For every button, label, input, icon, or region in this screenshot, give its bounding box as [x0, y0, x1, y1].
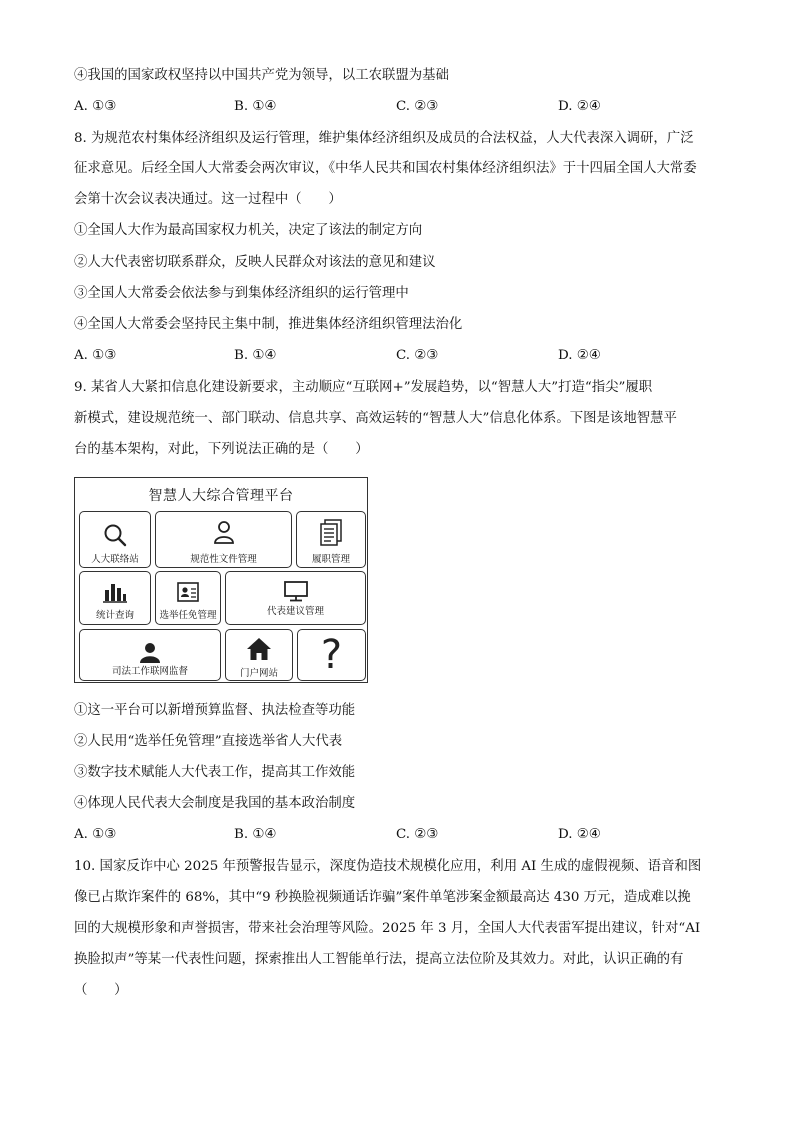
choice-c: C. ②③ — [396, 348, 439, 363]
question-9-option-4: ④体现人民代表大会制度是我国的基本政治制度 — [74, 796, 356, 811]
question-8-option-3: ③全国人大常委会依法参与到集体经济组织的运行管理中 — [74, 286, 409, 301]
tile-statistics — [79, 571, 151, 625]
choice-a: A. ①③ — [74, 348, 117, 363]
document-icon — [297, 519, 365, 547]
search-icon — [80, 522, 150, 548]
person-icon — [156, 519, 291, 545]
question-8-option-4: ④全国人大常委会坚持民主集中制，推进集体经济组织管理法治化 — [74, 317, 463, 332]
choice-row-7 — [74, 97, 724, 117]
bar-chart-icon — [80, 581, 150, 603]
choice-b: B. ①④ — [234, 827, 277, 842]
question-8-text-3: 会第十次会议表决通过。这一过程中（ ） — [74, 192, 342, 207]
choice-c: C. ②③ — [396, 827, 439, 842]
choice-b: B. ①④ — [234, 99, 277, 114]
platform-figure — [74, 477, 368, 683]
question-mark-icon: ? — [320, 632, 343, 678]
question-9-option-1: ①这一平台可以新增预算监督、执法检查等功能 — [74, 703, 356, 718]
question-9-text-2: 新模式，建设规范统一、部门联动、信息共享、高效运转的“智慧人大”信息化体系。下图是该地智慧平 — [74, 411, 677, 426]
choice-d: D. ②④ — [558, 348, 601, 363]
option-line-4: ④我国的国家政权坚持以中国共产党为领导，以工农联盟为基础 — [74, 68, 449, 83]
id-card-icon — [156, 581, 220, 603]
tile-label: 人大联络站 — [91, 554, 139, 565]
choice-c: C. ②③ — [396, 99, 439, 114]
choice-a: A. ①③ — [74, 99, 117, 114]
figure-title: 智慧人大综合管理平台 — [148, 488, 294, 504]
question-10-text-5: （ ） — [74, 983, 128, 998]
choice-row-8 — [74, 346, 724, 366]
tile-help — [297, 629, 366, 681]
tile-label: 规范性文件管理 — [190, 554, 257, 565]
tile-judicial-supervision — [79, 629, 221, 681]
question-10-text-1: 10. 国家反诈中心 2025 年预警报告显示，深度伪造技术规模化应用，利用 AI 生成的虚假视频、语音和图 — [74, 859, 702, 874]
tile-label: 选举任免管理 — [159, 610, 217, 621]
choice-a: A. ①③ — [74, 827, 117, 842]
question-9-option-2: ②人民用“选举任免管理”直接选举省人大代表 — [74, 734, 343, 749]
tile-label: 统计查询 — [95, 610, 134, 621]
tile-election-appointment — [155, 571, 221, 625]
question-9-text-1: 9. 某省人大紧扣信息化建设新要求，主动顺应“互联网+”发展趋势，以“智慧人大”打造“指尖”履职 — [74, 380, 653, 395]
tile-liaison — [79, 511, 151, 568]
choice-d: D. ②④ — [558, 99, 601, 114]
tile-proposal-management — [225, 571, 366, 625]
choice-b: B. ①④ — [234, 348, 277, 363]
question-8-text-2: 征求意见。后经全国人大常委会两次审议，《中华人民共和国农村集体经济组织法》于十四届全国人大常委 — [74, 161, 697, 176]
user-icon — [80, 642, 220, 664]
question-10-text-4: 换脸拟声”等某一代表性问题，探索推出人工智能单行法，提高立法位阶及其效力。对此，认识正确的有 — [74, 952, 684, 967]
tile-label: 履职管理 — [311, 554, 350, 565]
question-10-text-2: 像已占欺诈案件的 68%，其中“9 秒换脸视频通话诈骗”案件单笔涉案金额最高达 430 万元，造成难以挽 — [74, 890, 691, 905]
question-10-text-3: 回的大规模形象和声誉损害，带来社会治理等风险。2025 年 3 月，全国人大代表雷军提出建议，针对“AI — [74, 921, 701, 936]
tile-label: 代表建议管理 — [266, 606, 324, 617]
monitor-icon — [226, 580, 365, 602]
tile-duty-management — [296, 511, 366, 568]
tile-label: 门户网站 — [239, 668, 278, 679]
question-8-option-1: ①全国人大作为最高国家权力机关，决定了该法的制定方向 — [74, 223, 423, 238]
choice-d: D. ②④ — [558, 827, 601, 842]
question-9-option-3: ③数字技术赋能人大代表工作，提高其工作效能 — [74, 765, 356, 780]
question-9-text-3: 台的基本架构，对此，下列说法正确的是（ ） — [74, 442, 369, 457]
tile-normative-documents — [155, 511, 292, 568]
question-8-option-2: ②人大代表密切联系群众，反映人民群众对该法的意见和建议 — [74, 255, 436, 270]
choice-row-9 — [74, 825, 724, 845]
tile-portal — [225, 629, 293, 681]
question-8-text-1: 8. 为规范农村集体经济组织及运行管理，维护集体经济组织及成员的合法权益，人大代表深入调研，广泛 — [74, 131, 694, 146]
tile-label: 司法工作联网监督 — [111, 666, 188, 677]
home-icon — [226, 636, 292, 662]
